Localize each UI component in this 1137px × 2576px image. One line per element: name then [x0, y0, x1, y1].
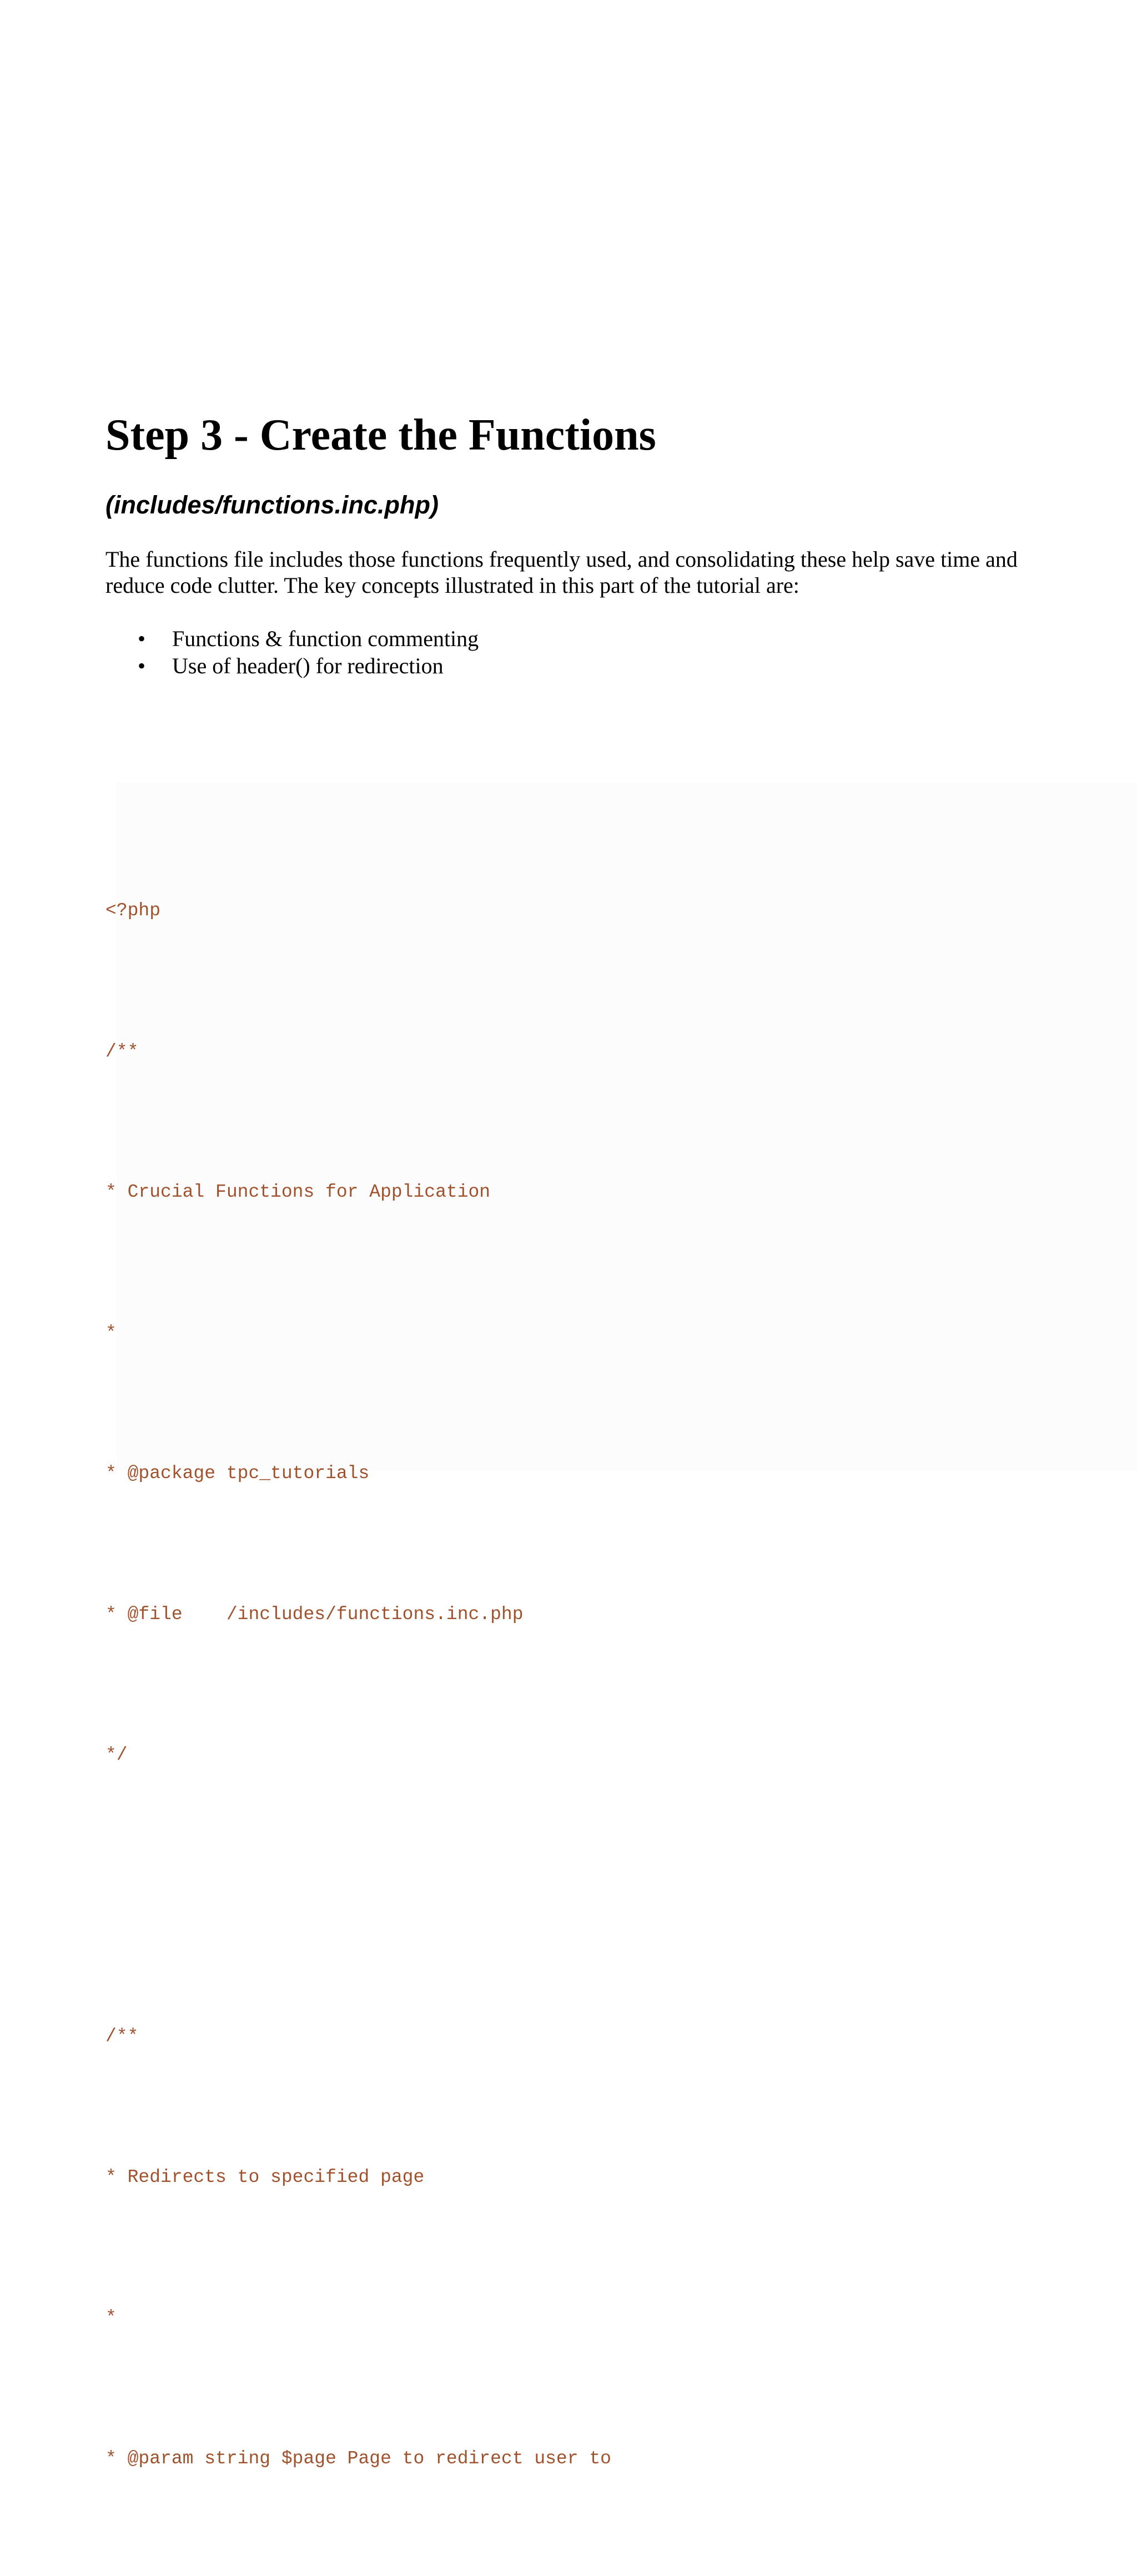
list-item-text: Use of header() for redirection [172, 653, 444, 678]
code-line: <?php [105, 900, 161, 921]
list-item [105, 625, 479, 652]
code-line: * @file /includes/functions.inc.php [105, 1604, 524, 1625]
bullet-icon: • [138, 626, 146, 651]
code-line: /** [105, 1041, 139, 1062]
code-line: */ [105, 1745, 128, 1765]
bullet-icon: • [138, 653, 146, 678]
intro-paragraph [105, 546, 1060, 598]
code-line [105, 1873, 611, 1920]
code-line: * [105, 2307, 117, 2328]
code-line: * [105, 1322, 117, 1343]
code-line: * @param string $page Page to redirect user to [105, 2448, 611, 2469]
php-code-listing [105, 794, 611, 2576]
file-path-subtitle: (includes/functions.inc.php) [105, 491, 439, 519]
intro-line: The functions file includes those functions frequently used, and consolidating these help save time and [105, 547, 1018, 572]
list-item [105, 652, 479, 679]
code-line: * @package tpc_tutorials [105, 1463, 370, 1484]
list-item-text: Functions & function commenting [172, 626, 479, 651]
code-line: /** [105, 2026, 139, 2046]
code-line: * Redirects to specified page [105, 2166, 425, 2187]
page-title: Step 3 - Create the Functions [105, 411, 656, 460]
concepts-list [105, 625, 479, 679]
code-line: * Crucial Functions for Application [105, 1182, 491, 1202]
intro-line: reduce code clutter. The key concepts illustrated in this part of the tutorial are: [105, 573, 799, 598]
